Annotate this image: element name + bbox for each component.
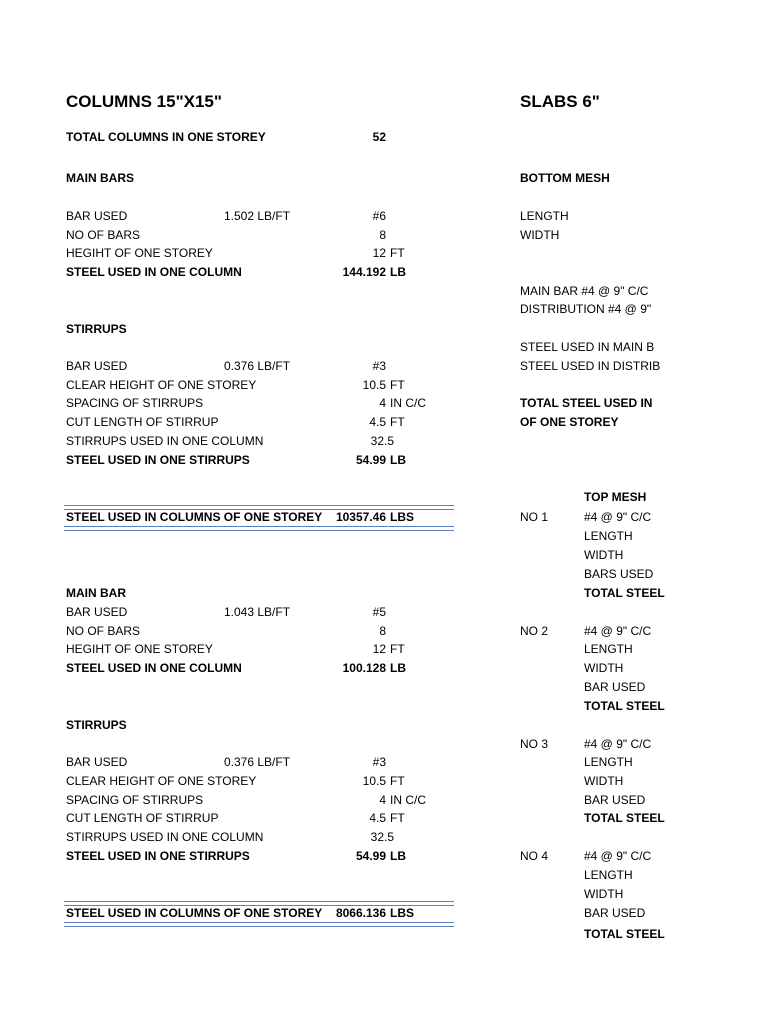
cut-length-row bbox=[66, 413, 456, 431]
stirrups-header-2-label: STIRRUPS bbox=[66, 718, 127, 732]
total-columns-row bbox=[66, 128, 456, 146]
clear-height-unit: FT bbox=[390, 378, 405, 392]
stirrups-used-row-2 bbox=[66, 828, 456, 846]
stirrup-bar-value-2: #3 bbox=[372, 755, 386, 769]
no2-bar-used: BAR USED bbox=[584, 680, 646, 694]
clear-height-row bbox=[66, 376, 456, 394]
columns-total-value-2: 8066.136 bbox=[335, 906, 386, 920]
no3-total-steel: TOTAL STEEL bbox=[584, 811, 665, 825]
steel-main-label: STEEL USED IN MAIN B bbox=[520, 340, 655, 354]
clear-height-value-2: 10.5 bbox=[362, 774, 386, 788]
spacing-row bbox=[66, 394, 456, 412]
columns-total-unit-2: LBS bbox=[390, 906, 414, 920]
spacing-unit: IN C/C bbox=[390, 396, 426, 410]
steel-stirrups-row bbox=[66, 451, 456, 469]
bar-used-rate-2: 1.043 LB/FT bbox=[224, 605, 291, 619]
columns-title: COLUMNS 15"X15" bbox=[66, 92, 222, 111]
stirrups-header-label: STIRRUPS bbox=[66, 322, 127, 336]
stirrup-bar-rate-2: 0.376 LB/FT bbox=[224, 755, 291, 769]
total-steel-label: TOTAL STEEL USED IN bbox=[520, 396, 653, 410]
spacing-unit-2: IN C/C bbox=[390, 793, 426, 807]
cut-length-unit: FT bbox=[390, 415, 405, 429]
stirrups-used-row bbox=[66, 432, 456, 450]
no-of-bars-row bbox=[66, 226, 456, 244]
bar-used-row bbox=[66, 207, 456, 225]
stirrups-used-label-2: STIRRUPS USED IN ONE COLUMN bbox=[66, 830, 264, 844]
no4-width: WIDTH bbox=[584, 887, 624, 901]
total-border-bottom bbox=[64, 526, 454, 531]
no4-length: LENGTH bbox=[584, 868, 633, 882]
steel-one-column-row-2 bbox=[66, 659, 456, 677]
bottom-mesh-header: BOTTOM MESH bbox=[520, 171, 610, 185]
no-of-bars-value: 8 bbox=[379, 228, 386, 242]
bar-used-label: BAR USED bbox=[66, 209, 128, 223]
clear-height-row-2 bbox=[66, 772, 456, 790]
stirrups-header bbox=[66, 320, 456, 338]
of-one-storey-label: OF ONE STOREY bbox=[520, 415, 619, 429]
slab-length-label: LENGTH bbox=[520, 209, 569, 223]
columns-total-row-2 bbox=[66, 904, 456, 922]
main-bar-spec: MAIN BAR #4 @ 9" C/C bbox=[520, 284, 649, 298]
no-of-bars-label-2: NO OF BARS bbox=[66, 624, 141, 638]
main-bar-header-2-label: MAIN BAR bbox=[66, 586, 126, 600]
bar-used-rate: 1.502 LB/FT bbox=[224, 209, 291, 223]
height-unit: FT bbox=[390, 246, 405, 260]
height-label-2: HEGIHT OF ONE STOREY bbox=[66, 642, 213, 656]
stirrups-used-value: 32.5 bbox=[370, 434, 394, 448]
no2-width: WIDTH bbox=[584, 661, 624, 675]
stirrup-bar-label: BAR USED bbox=[66, 359, 128, 373]
cut-length-row-2 bbox=[66, 809, 456, 827]
steel-stirrups-unit-2: LB bbox=[390, 849, 406, 863]
main-bars-header-label: MAIN BARS bbox=[66, 171, 134, 185]
no3-width: WIDTH bbox=[584, 774, 624, 788]
spacing-row-2 bbox=[66, 791, 456, 809]
steel-one-column-value: 144.192 bbox=[342, 265, 386, 279]
no2-spec: #4 @ 9" C/C bbox=[584, 624, 652, 638]
no2-label: NO 2 bbox=[520, 624, 549, 638]
distribution-spec: DISTRIBUTION #4 @ 9" bbox=[520, 302, 652, 316]
steel-one-column-row bbox=[66, 263, 456, 281]
height-row bbox=[66, 244, 456, 262]
spacing-value: 4 bbox=[379, 396, 386, 410]
slabs-title: SLABS 6" bbox=[520, 92, 600, 111]
no2-total-steel: TOTAL STEEL bbox=[584, 699, 665, 713]
columns-total-label-2: STEEL USED IN COLUMNS OF ONE STOREY bbox=[66, 906, 323, 920]
height-unit-2: FT bbox=[390, 642, 405, 656]
cut-length-label-2: CUT LENGTH OF STIRRUP bbox=[66, 811, 219, 825]
no-of-bars-row-2 bbox=[66, 622, 456, 640]
no1-length: LENGTH bbox=[584, 529, 633, 543]
spacing-label: SPACING OF STIRRUPS bbox=[66, 396, 204, 410]
bar-used-value: #6 bbox=[372, 209, 386, 223]
no3-label: NO 3 bbox=[520, 737, 549, 751]
steel-stirrups-unit: LB bbox=[390, 453, 406, 467]
steel-stirrups-row-2 bbox=[66, 847, 456, 865]
no1-total-steel: TOTAL STEEL bbox=[584, 586, 665, 600]
total-columns-value: 52 bbox=[372, 130, 386, 144]
clear-height-label: CLEAR HEIGHT OF ONE STOREY bbox=[66, 378, 257, 392]
steel-stirrups-label: STEEL USED IN ONE STIRRUPS bbox=[66, 453, 250, 467]
steel-distrib-label: STEEL USED IN DISTRIB bbox=[520, 359, 661, 373]
columns-total-unit: LBS bbox=[390, 510, 414, 524]
no4-spec: #4 @ 9" C/C bbox=[584, 849, 652, 863]
no4-total-steel: TOTAL STEEL bbox=[584, 927, 665, 941]
steel-stirrups-label-2: STEEL USED IN ONE STIRRUPS bbox=[66, 849, 250, 863]
cut-length-label: CUT LENGTH OF STIRRUP bbox=[66, 415, 219, 429]
bar-used-row-2 bbox=[66, 603, 456, 621]
steel-stirrups-value: 54.99 bbox=[355, 453, 386, 467]
height-label: HEGIHT OF ONE STOREY bbox=[66, 246, 213, 260]
total-columns-label: TOTAL COLUMNS IN ONE STOREY bbox=[66, 130, 266, 144]
cut-length-unit-2: FT bbox=[390, 811, 405, 825]
height-value-2: 12 bbox=[372, 642, 386, 656]
no1-label: NO 1 bbox=[520, 510, 549, 524]
steel-one-column-label-2: STEEL USED IN ONE COLUMN bbox=[66, 661, 242, 675]
stirrup-bar-row-2 bbox=[66, 753, 456, 771]
stirrups-used-label: STIRRUPS USED IN ONE COLUMN bbox=[66, 434, 264, 448]
slabs-panel bbox=[500, 0, 665, 1024]
steel-one-column-value-2: 100.128 bbox=[342, 661, 386, 675]
no4-bar-used: BAR USED bbox=[584, 906, 646, 920]
spacing-value-2: 4 bbox=[379, 793, 386, 807]
bar-used-value-2: #5 bbox=[372, 605, 386, 619]
stirrup-bar-value: #3 bbox=[372, 359, 386, 373]
total-border-bottom-2 bbox=[64, 922, 454, 927]
stirrup-bar-rate: 0.376 LB/FT bbox=[224, 359, 291, 373]
no3-length: LENGTH bbox=[584, 755, 633, 769]
height-row-2 bbox=[66, 640, 456, 658]
main-bars-header bbox=[66, 169, 456, 187]
cut-length-value-2: 4.5 bbox=[369, 811, 386, 825]
steel-one-column-unit: LB bbox=[390, 265, 406, 279]
columns-total-row bbox=[66, 508, 456, 526]
main-bar-header-2 bbox=[66, 584, 456, 602]
no1-width: WIDTH bbox=[584, 548, 624, 562]
no-of-bars-value-2: 8 bbox=[379, 624, 386, 638]
stirrup-bar-label-2: BAR USED bbox=[66, 755, 128, 769]
no1-spec: #4 @ 9" C/C bbox=[584, 510, 652, 524]
spacing-label-2: SPACING OF STIRRUPS bbox=[66, 793, 204, 807]
no3-bar-used: BAR USED bbox=[584, 793, 646, 807]
clear-height-label-2: CLEAR HEIGHT OF ONE STOREY bbox=[66, 774, 257, 788]
steel-stirrups-value-2: 54.99 bbox=[355, 849, 386, 863]
clear-height-unit-2: FT bbox=[390, 774, 405, 788]
slab-width-label: WIDTH bbox=[520, 228, 560, 242]
no1-bars-used: BARS USED bbox=[584, 567, 654, 581]
steel-one-column-label: STEEL USED IN ONE COLUMN bbox=[66, 265, 242, 279]
no2-length: LENGTH bbox=[584, 642, 633, 656]
no4-label: NO 4 bbox=[520, 849, 549, 863]
no3-spec: #4 @ 9" C/C bbox=[584, 737, 652, 751]
stirrups-used-value-2: 32.5 bbox=[370, 830, 394, 844]
top-mesh-header: TOP MESH bbox=[584, 490, 647, 504]
columns-total-value: 10357.46 bbox=[335, 510, 386, 524]
columns-total-label: STEEL USED IN COLUMNS OF ONE STOREY bbox=[66, 510, 323, 524]
clear-height-value: 10.5 bbox=[362, 378, 386, 392]
no-of-bars-label: NO OF BARS bbox=[66, 228, 141, 242]
bar-used-label-2: BAR USED bbox=[66, 605, 128, 619]
stirrup-bar-row bbox=[66, 357, 456, 375]
steel-one-column-unit-2: LB bbox=[390, 661, 406, 675]
cut-length-value: 4.5 bbox=[369, 415, 386, 429]
stirrups-header-2 bbox=[66, 716, 456, 734]
height-value: 12 bbox=[372, 246, 386, 260]
